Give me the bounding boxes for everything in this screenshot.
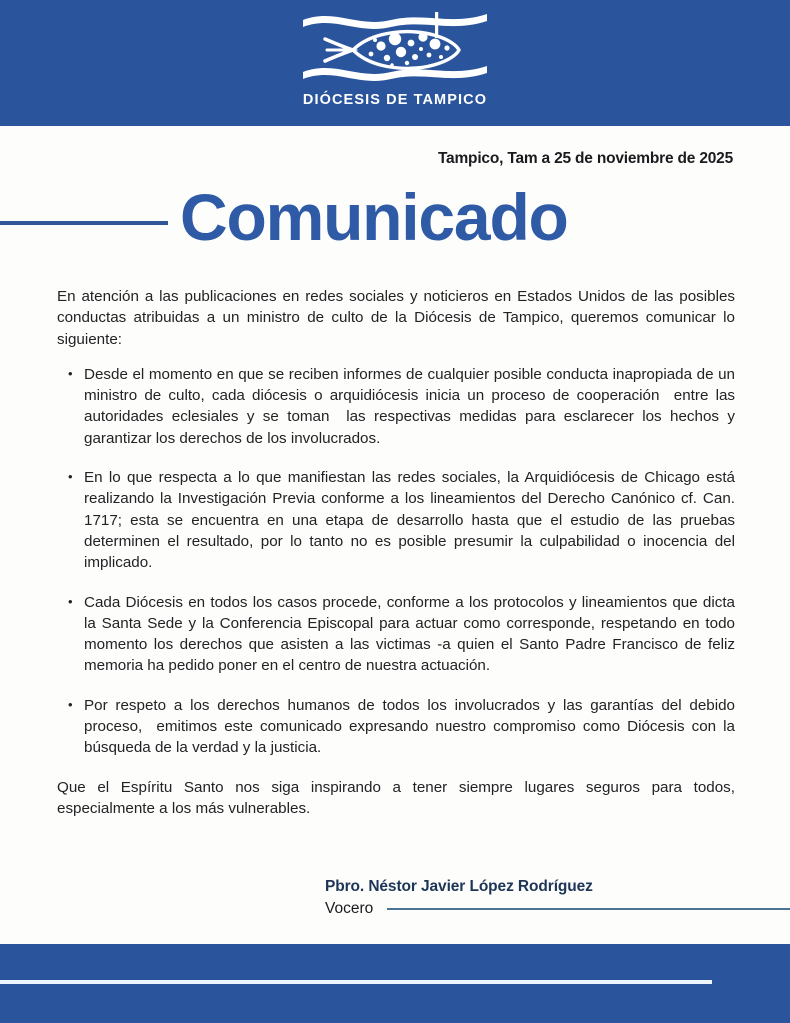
signatory-role: Vocero bbox=[325, 900, 374, 917]
footer-band bbox=[0, 944, 790, 1023]
title-row bbox=[0, 178, 790, 256]
list-item: • Cada Diócesis en todos los casos procede, conforme a los protocolos y lineamientos que dicta la Santa Sede y la Conferencia Episcopal para actuar como corresponde, respetando en todo momento los derechos que asisten a las victimas -a quien el Santo Padre Francisco de feliz memoria ha pedido poner en el centro de nuestra actuación. bbox=[57, 592, 735, 677]
footer-accent-line bbox=[0, 980, 712, 984]
fish-with-cross-logo bbox=[295, 6, 495, 92]
page-title: Comunicado bbox=[180, 180, 568, 254]
organization-name: DIÓCESIS DE TAMPICO bbox=[302, 92, 488, 108]
title-rule bbox=[0, 221, 168, 225]
list-item: • Desde el momento en que se reciben informes de cualquier posible conducta inapropiada de un ministro de culto, cada diócesis o arquidiócesis inicia un proceso de cooperación entre las autoridades eclesiales y se toman las respectivas medidas para esclarecer los hechos y garantizar los derechos de los involucrados. bbox=[57, 364, 735, 449]
closing-paragraph: Que el Espíritu Santo nos siga inspirando a tener siempre lugares seguros para todos, especialmente a los más vulnerables. bbox=[57, 778, 740, 817]
signatory-role-row bbox=[325, 899, 790, 919]
document-body bbox=[57, 286, 740, 819]
signature-block bbox=[325, 877, 790, 919]
bullet-list bbox=[57, 364, 740, 759]
date-line: Tampico, Tam a 25 de noviembre de 2025 bbox=[437, 150, 733, 167]
signature-rule bbox=[387, 908, 790, 910]
header-band bbox=[0, 0, 790, 126]
list-item: • Por respeto a los derechos humanos de todos los involucrados y las garantías del debido proceso, emitimos este comunicado expresando nuestro compromiso como Diócesis con la búsqueda de la verdad y la justicia. bbox=[57, 695, 735, 759]
intro-paragraph: En atención a las publicaciones en redes sociales y noticieros en Estados Unidos de las posibles conductas atribuidas a un ministro de culto de la Diócesis de Tampico, queremos comunicar lo siguiente: bbox=[57, 288, 740, 348]
list-item: • En lo que respecta a lo que manifiestan las redes sociales, la Arquidiócesis de Chicago está realizando la Investigación Previa conforme a los lineamientos del Derecho Canónico cf. Can. 1717; esta se encuentra en una etapa de desarrollo hasta que el estudio de las pruebas determinen el resultado, por lo tanto no es posible presumir la culpabilidad o inocencia del implicado. bbox=[57, 467, 735, 573]
signatory-name: Pbro. Néstor Javier López Rodríguez bbox=[325, 878, 593, 895]
